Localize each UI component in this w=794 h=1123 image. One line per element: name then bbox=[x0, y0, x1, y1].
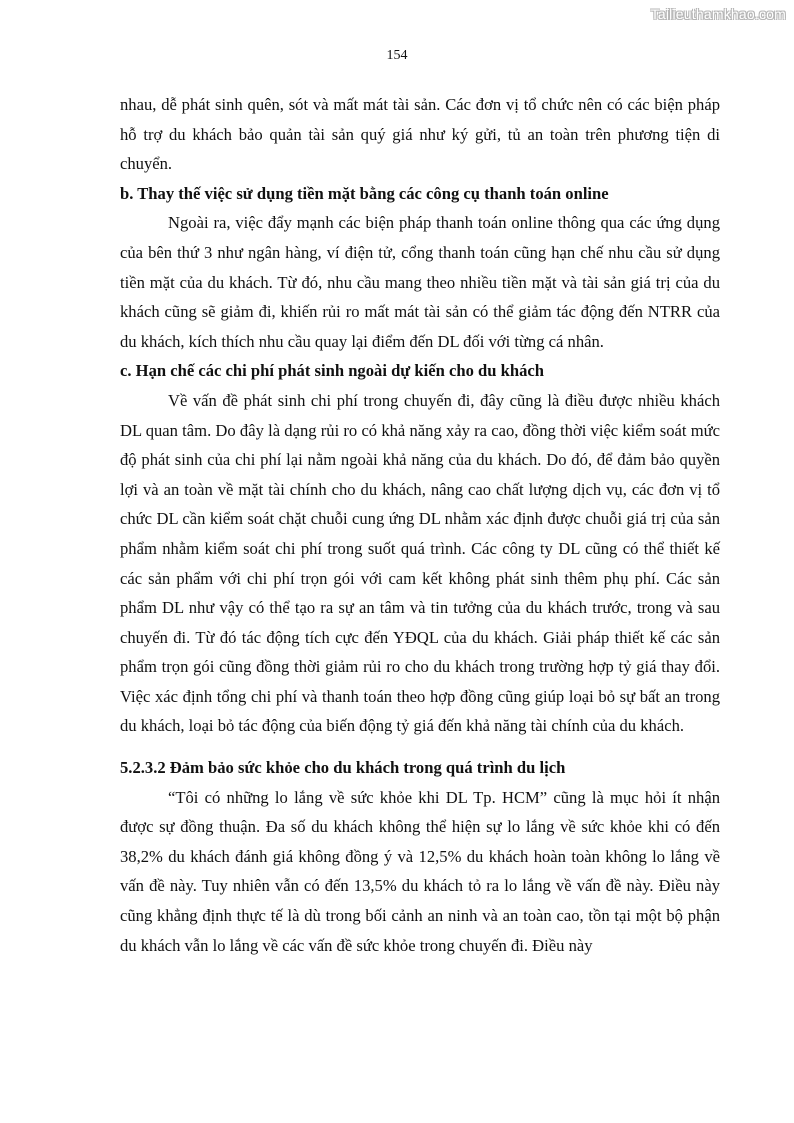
paragraph-continuation: nhau, dễ phát sinh quên, sót và mất mát tài sản. Các đơn vị tổ chức nên có các biện pháp hỗ trợ du khách bảo quản tài sản quý giá như ký gửi, tủ an toàn trên phương tiện di chuyển. bbox=[120, 95, 720, 174]
paragraph-unexpected-costs: Về vấn đề phát sinh chi phí trong chuyến đi, đây cũng là điều được nhiều khách DL quan tâm. Do đây là dạng rủi ro có khả năng xảy ra cao, đồng thời việc kiểm soát mức độ phát sinh của chi phí lại nằm ngoài khả năng của du khách. Do đó, để đảm bảo quyền lợi và an toàn về mặt tài chính cho du khách, nâng cao chất lượng dịch vụ, các đơn vị tổ chức DL cần kiểm soát chặt chuỗi cung ứng DL nhằm xác định được chuỗi giá trị của sản phẩm nhằm kiểm soát chi phí trong suốt quá trình. Các công ty DL cũng có thể thiết kế các sản phẩm với chi phí trọn gói với cam kết không phát sinh thêm phụ phí. Các sản phẩm DL như vậy có thể tạo ra sự an tâm và tin tưởng của du khách trước, trong và sau chuyến đi. Từ đó tác động tích cực đến YĐQL của du khách. Giải pháp thiết kế các sản phẩm trọn gói cũng đồng thời giảm rủi ro cho du khách trong trường hợp tỷ giá thay đổi. Việc xác định tổng chi phí và thanh toán theo hợp đồng cũng giúp loại bỏ sự bất an trong du khách, loại bỏ tác động của biến động tỷ giá đến khả năng tài chính của du khách. bbox=[120, 390, 720, 736]
paragraph-online-payment: Ngoài ra, việc đẩy mạnh các biện pháp thanh toán online thông qua các ứng dụng của bên thứ 3 như ngân hàng, ví điện tử, cổng thanh toán cũng hạn chế nhu cầu sử dụng tiền mặt của du khách. Từ đó, nhu cầu mang theo nhiều tiền mặt và tài sản giá trị của du khách cũng sẽ giảm đi, khiến rủi ro mất mát tài sản có thể giảm tác động đến NTRR của du khách, kích thích nhu cầu quay lại điểm đến DL đối với từng cá nhân. bbox=[120, 213, 720, 351]
page-number: 154 bbox=[386, 48, 408, 63]
heading-b: b. Thay thế việc sử dụng tiền mặt bằng các công cụ thanh toán online bbox=[120, 183, 609, 203]
paragraph-health-concerns: “Tôi có những lo lắng về sức khỏe khi DL Tp. HCM” cũng là mục hỏi ít nhận được sự đồng thuận. Đa số du khách không thể hiện sự lo lắng về sức khỏe khi có đến 38,2% du khách đánh giá không đồng ý và 12,5% du khách hoàn toàn không lo lắng về vấn đề này. Tuy nhiên vẫn có đến 13,5% du khách tỏ ra lo lắng về vấn đề này. Điều này cũng khẳng định thực tế là dù trong bối cảnh an ninh và an toàn cao, tồn tại một bộ phận du khách vẫn lo lắng về các vấn đề sức khỏe trong chuyến đi. Điều này bbox=[120, 787, 720, 955]
section-heading-5232: 5.2.3.2 Đảm bảo sức khỏe cho du khách trong quá trình du lịch bbox=[120, 758, 566, 778]
heading-c: c. Hạn chế các chi phí phát sinh ngoài dự kiến cho du khách bbox=[120, 361, 544, 381]
watermark: Tailieuthamkhao.com bbox=[650, 6, 786, 22]
document-body bbox=[120, 90, 720, 960]
